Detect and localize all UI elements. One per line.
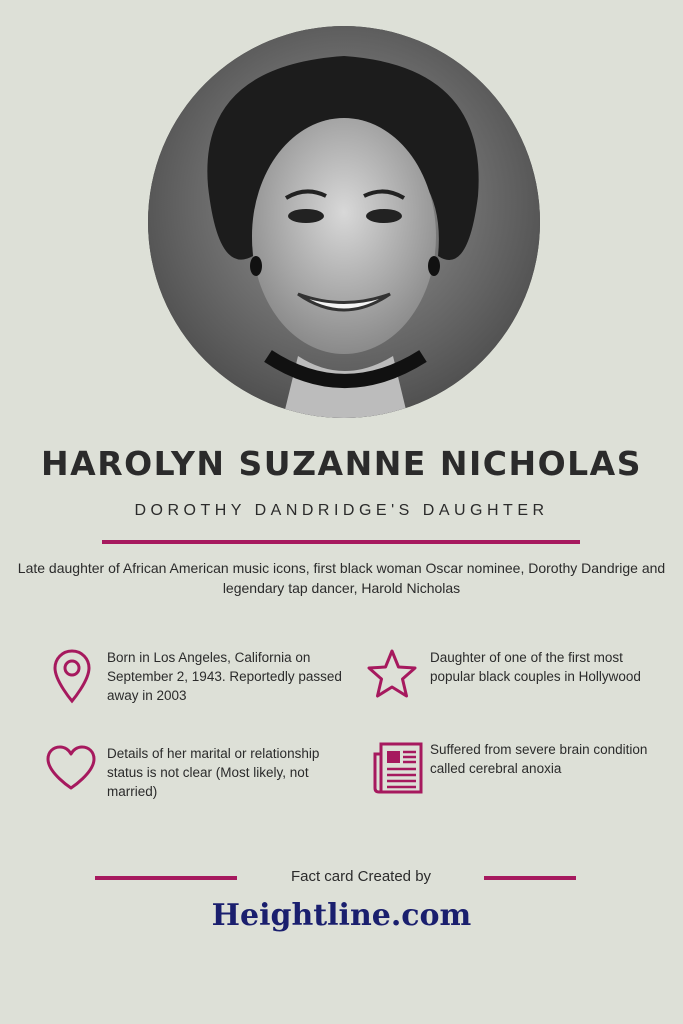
- intro-text: Late daughter of African American music icons, first black woman Oscar nominee, Dorothy Dandrige and legendary tap dancer, Harold Nicholas: [17, 560, 666, 596]
- person-name: HAROLYN SUZANNE NICHOLAS: [41, 444, 642, 483]
- person-subtitle: DOROTHY DANDRIDGE'S DAUGHTER: [134, 502, 549, 519]
- portrait-illustration: [148, 26, 540, 418]
- footer-divider-right: [484, 876, 576, 880]
- fact-text: Suffered from severe brain condition called cerebral anoxia: [430, 742, 648, 776]
- portrait-photo: [148, 26, 540, 418]
- fact-text: Born in Los Angeles, California on September 2, 1943. Reportedly passed away in 2003: [107, 650, 342, 703]
- fact-text: Daughter of one of the first most popular black couples in Hollywood: [430, 650, 641, 684]
- heart-icon: [44, 744, 98, 797]
- footer-credit: Fact card Created by: [290, 868, 432, 885]
- brand-logo-text[interactable]: Heightline.com: [211, 898, 472, 933]
- location-pin-icon: [52, 648, 92, 709]
- fact-text: Details of her marital or relationship status is not clear (Most likely, not married): [107, 746, 320, 799]
- newspaper-icon: [372, 740, 424, 801]
- footer-divider-left: [95, 876, 237, 880]
- star-icon: [366, 648, 418, 705]
- title-divider: [102, 540, 580, 544]
